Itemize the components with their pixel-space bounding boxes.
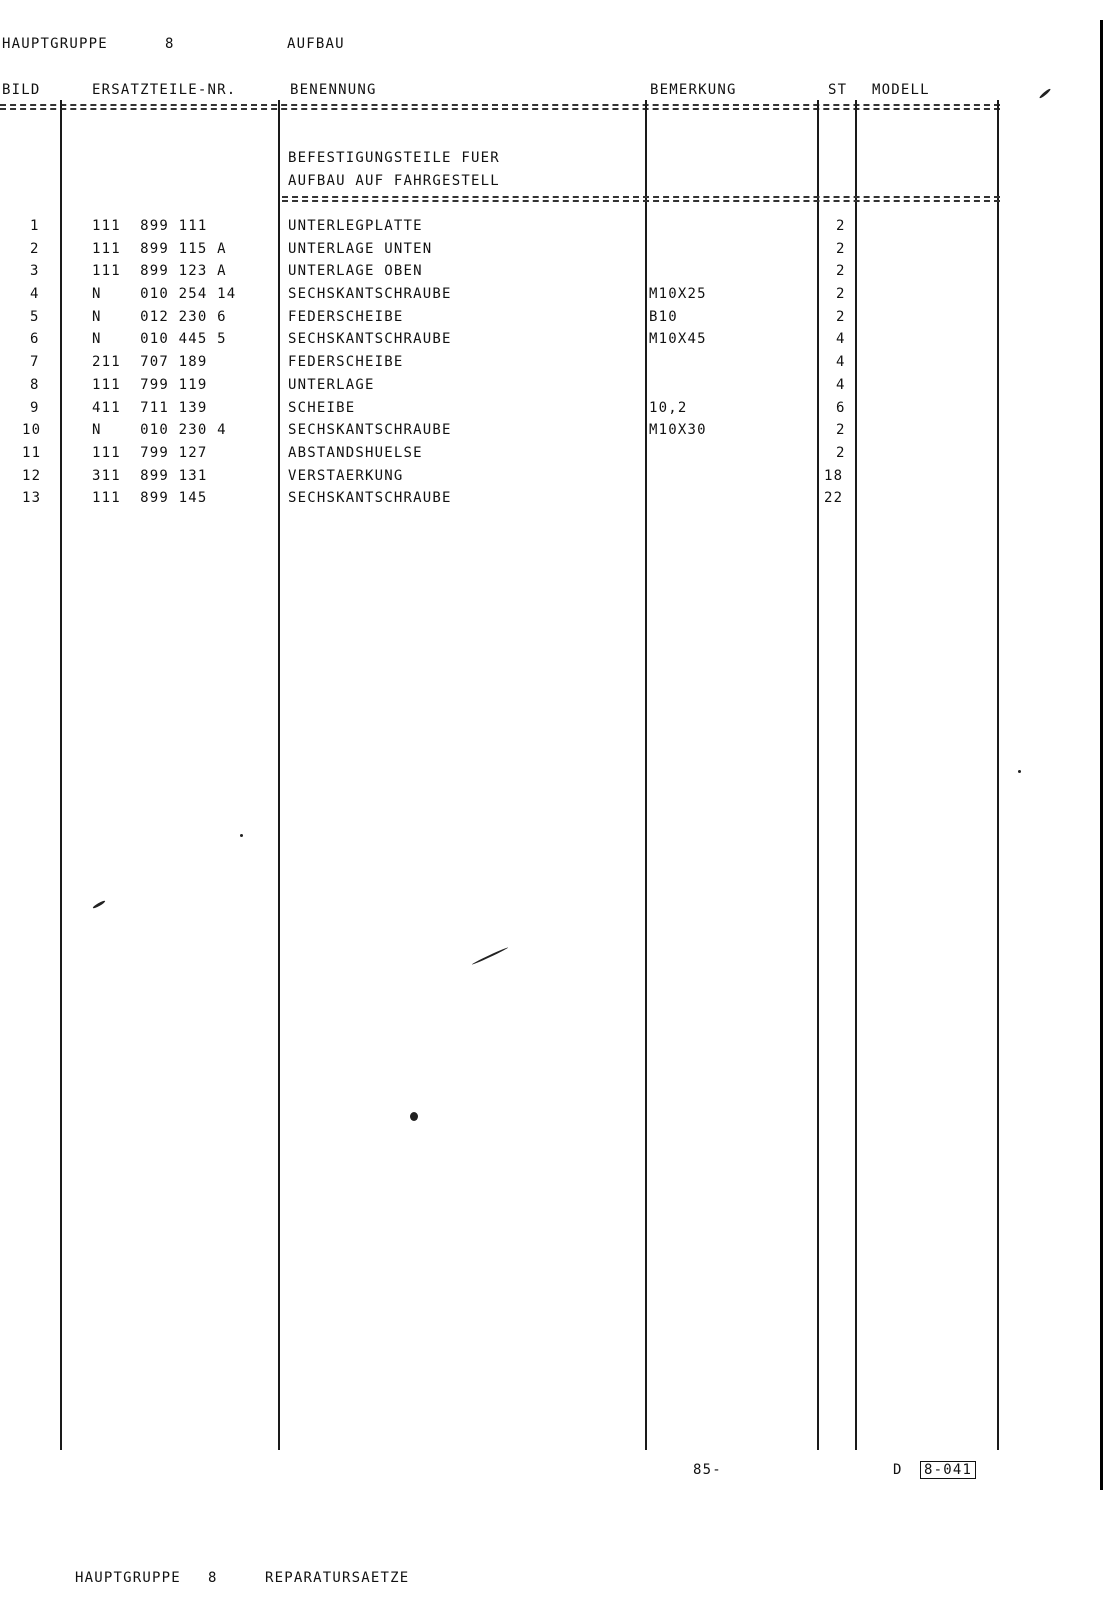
cell-name: FEDERSCHEIBE	[288, 354, 404, 370]
cell-part-number: N 010 445 5	[92, 331, 227, 347]
cell-qty: 4	[836, 354, 846, 370]
cell-name: UNTERLAGE UNTEN	[288, 241, 433, 257]
cell-qty: 4	[836, 331, 846, 347]
cell-name: SCHEIBE	[288, 400, 356, 416]
cell-qty: 4	[836, 377, 846, 393]
cell-name: UNTERLEGPLATTE	[288, 218, 423, 234]
cell-bild: 5	[30, 309, 40, 325]
cell-bild: 2	[30, 241, 40, 257]
section-separator	[282, 196, 1000, 202]
cell-part-number: N 012 230 6	[92, 309, 227, 325]
scan-artifact	[92, 900, 106, 910]
cell-part-number: 111 899 111	[92, 218, 208, 234]
cell-qty: 2	[836, 241, 846, 257]
scan-artifact	[1018, 770, 1021, 773]
cell-name: UNTERLAGE	[288, 377, 375, 393]
cell-qty: 2	[836, 422, 846, 438]
table-row	[0, 263, 1000, 285]
cell-qty: 2	[836, 286, 846, 302]
next-group-number: 8	[208, 1570, 218, 1586]
main-group-title: AUFBAU	[287, 36, 345, 52]
page-prefix: 85-	[693, 1462, 722, 1478]
cell-part-number: N 010 230 4	[92, 422, 227, 438]
cell-part-number: 211 707 189	[92, 354, 208, 370]
cell-name: SECHSKANTSCHRAUBE	[288, 331, 452, 347]
table-row	[0, 286, 1000, 308]
page-reference: 8-041	[920, 1461, 976, 1479]
cell-bild: 6	[30, 331, 40, 347]
main-group-label: HAUPTGRUPPE	[2, 36, 108, 52]
cell-name: SECHSKANTSCHRAUBE	[288, 490, 452, 506]
next-group-title: REPARATURSAETZE	[265, 1570, 410, 1586]
cell-qty: 2	[836, 218, 846, 234]
cell-bild: 4	[30, 286, 40, 302]
cell-bild: 12	[22, 468, 42, 484]
cell-name: FEDERSCHEIBE	[288, 309, 404, 325]
cell-part-number: 111 899 115 A	[92, 241, 227, 257]
column-header-qty: ST	[828, 82, 848, 98]
cell-qty: 18	[824, 468, 844, 484]
cell-bild: 1	[30, 218, 40, 234]
cell-bild: 13	[22, 490, 42, 506]
scan-artifact	[410, 1112, 418, 1121]
cell-name: UNTERLAGE OBEN	[288, 263, 423, 279]
table-row	[0, 331, 1000, 353]
table-row	[0, 241, 1000, 263]
table-row	[0, 377, 1000, 399]
cell-bild: 9	[30, 400, 40, 416]
cell-name: SECHSKANTSCHRAUBE	[288, 286, 452, 302]
table-row	[0, 218, 1000, 240]
cell-bild: 8	[30, 377, 40, 393]
cell-name: VERSTAERKUNG	[288, 468, 404, 484]
scan-artifact	[471, 947, 508, 966]
language-code: D	[893, 1462, 903, 1478]
main-group-number: 8	[165, 36, 175, 52]
cell-qty: 2	[836, 445, 846, 461]
cell-remark: M10X25	[649, 286, 707, 302]
section-title-line1: BEFESTIGUNGSTEILE FUER	[288, 150, 500, 166]
table-row	[0, 445, 1000, 467]
table-row	[0, 354, 1000, 376]
cell-bild: 3	[30, 263, 40, 279]
column-header-part-number: ERSATZTEILE-NR.	[92, 82, 237, 98]
column-header-name: BENENNUNG	[290, 82, 377, 98]
cell-remark: B10	[649, 309, 678, 325]
column-header-remark: BEMERKUNG	[650, 82, 737, 98]
cell-bild: 10	[22, 422, 42, 438]
cell-part-number: 111 799 127	[92, 445, 208, 461]
next-group-label: HAUPTGRUPPE	[75, 1570, 181, 1586]
table-row	[0, 309, 1000, 331]
column-header-bild: BILD	[2, 82, 41, 98]
cell-qty: 2	[836, 263, 846, 279]
cell-name: SECHSKANTSCHRAUBE	[288, 422, 452, 438]
column-header-model: MODELL	[872, 82, 930, 98]
cell-remark: 10,2	[649, 400, 688, 416]
table-row	[0, 400, 1000, 422]
table-row	[0, 422, 1000, 444]
section-title-line2: AUFBAU AUF FAHRGESTELL	[288, 173, 500, 189]
cell-name: ABSTANDSHUELSE	[288, 445, 423, 461]
cell-part-number: 111 799 119	[92, 377, 208, 393]
scan-artifact	[240, 834, 243, 837]
cell-part-number: 111 899 145	[92, 490, 208, 506]
page-edge-bar	[1100, 20, 1103, 1490]
cell-bild: 7	[30, 354, 40, 370]
cell-part-number: 111 899 123 A	[92, 263, 227, 279]
table-row	[0, 490, 1000, 512]
cell-part-number: N 010 254 14	[92, 286, 237, 302]
cell-qty: 6	[836, 400, 846, 416]
cell-qty: 2	[836, 309, 846, 325]
table-row	[0, 468, 1000, 490]
cell-qty: 22	[824, 490, 844, 506]
cell-remark: M10X45	[649, 331, 707, 347]
scan-artifact	[1039, 88, 1052, 99]
cell-part-number: 311 899 131	[92, 468, 208, 484]
cell-part-number: 411 711 139	[92, 400, 208, 416]
header-separator	[0, 104, 1000, 110]
cell-remark: M10X30	[649, 422, 707, 438]
cell-bild: 11	[22, 445, 42, 461]
